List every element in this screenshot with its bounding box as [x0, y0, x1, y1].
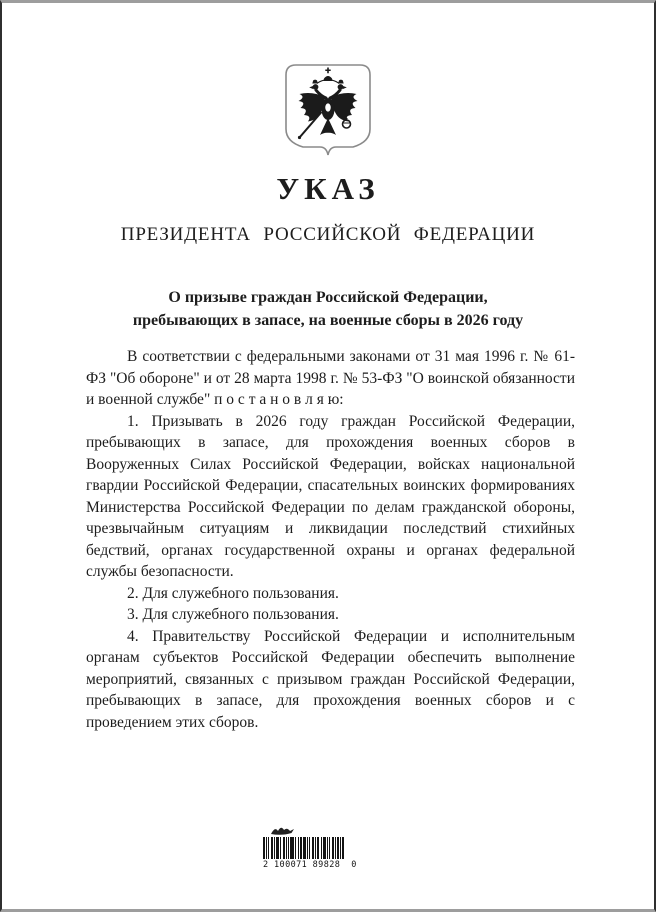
- body-paragraph-item-3: 3. Для служебного пользования.: [127, 606, 339, 623]
- decree-body: [86, 346, 575, 733]
- print-control-mark-icon: [269, 823, 297, 837]
- body-paragraph-item-2: 2. Для служебного пользования.: [127, 584, 339, 602]
- barcode-bars: [263, 837, 349, 859]
- issuer-heading: ПРЕЗИДЕНТА РОССИЙСКОЙ ФЕДЕРАЦИИ: [120, 224, 536, 245]
- body-paragraph-item-4: 4. Правительству Российской Федерации и исполнительным органам субъектов Российской Федерации обеспечить выполнение мероприятий, связанных с призывом граждан Российской Федерации, пребывающих в запасе, для прохождения военных сборов и с проведением этих сборов.: [86, 627, 575, 731]
- document-type-heading: УКАЗ: [276, 171, 380, 206]
- decree-subject-title: [2, 287, 654, 332]
- decree-subject-title-line-2: пребывающих в запасе, на военные сборы в 2026 году: [132, 311, 524, 329]
- decree-subject-title-line-1: О призыве граждан Российской Федерации,: [168, 289, 488, 306]
- russia-coat-of-arms-icon: [284, 62, 372, 162]
- barcode-digits: 2 100071 89828 0: [263, 860, 357, 870]
- body-paragraph-preamble: В соответствии с федеральными законами от 31 мая 1996 г. № 61-ФЗ "Об обороне" и от 28 марта 1998 г. № 53-ФЗ "О воинской обязанности и военной службе" п о с т а н о в л я ю:: [86, 348, 575, 408]
- body-paragraph-item-1: 1. Призывать в 2026 году граждан Российской Федерации, пребывающих в запасе, для прохождения военных сборов в Вооруженных Силах Российской Федерации, войсках национальной гвардии Российской Федерации, спасательных воинских формированиях Министерства Российской Федерации по делам гражданской обороны, чрезвычайным ситуациям и ликвидации последствий стихийных бедствий, органах государственной охраны и органах федеральной службы безопасности.: [86, 412, 575, 580]
- barcode: [263, 823, 357, 870]
